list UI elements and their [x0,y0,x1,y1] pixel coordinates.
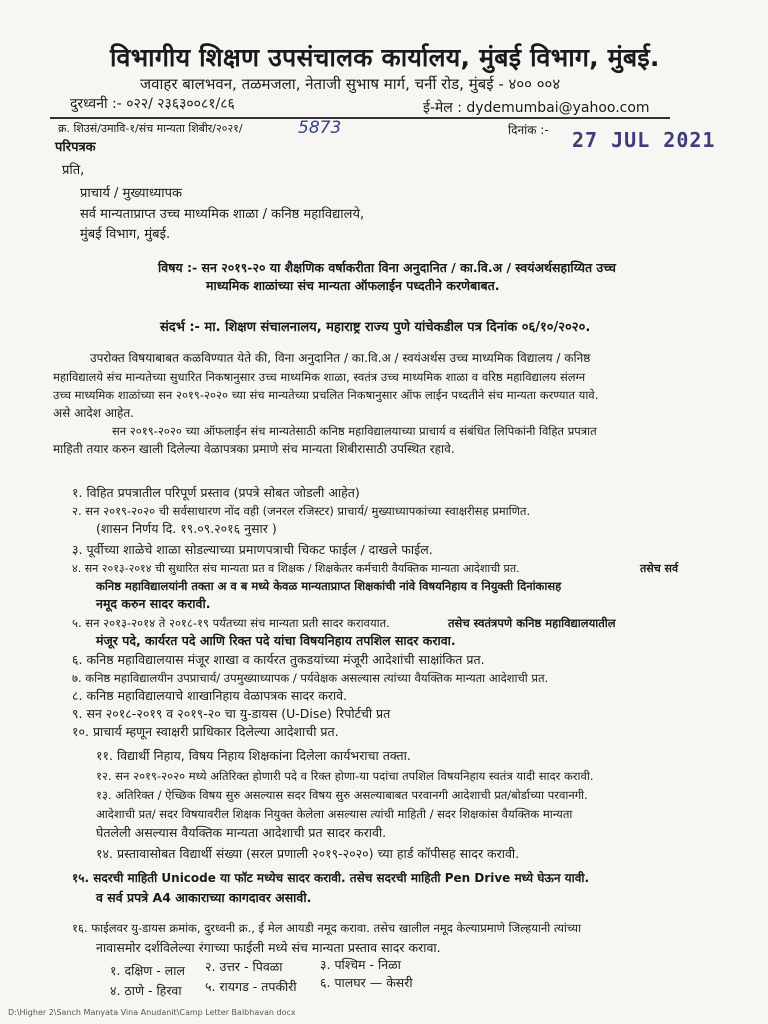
district-color: ६. पालघर — केसरी [320,975,413,990]
reference-number-handwritten: 5873 [298,118,342,138]
list-item: मंजूर पदे, कार्यरत पदे आणि रिक्त पदे यांचा विषयनिहाय तपशिल सादर करावा. [96,633,456,648]
list-item: ३. पूर्वीच्या शाळेचे शाळा सोडल्याच्या प्रमाणपत्राची चिकट फाईल / दाखले फाईल. [72,542,433,557]
list-item: व सर्व प्रपत्रे A4 आकाराच्या कागदावर असावी. [96,890,312,905]
list-item: २. सन २०१९-२०२० ची सर्वसाधारण नोंद वही (जनरल रजिस्टर) प्राचार्य/ मुख्याध्यापकांच्या स्वाक्षरीसह प्रमाणित. [72,504,531,518]
subject-line: माध्यमिक शाळांच्या संच मान्यता ऑफलाईन पध्दतीने करणेबाबत. [206,278,500,293]
reference-line: संदर्भ :- मा. शिक्षण संचालनालय, महाराष्ट्र राज्य पुणे यांचेकडील पत्र दिनांक ०६/१०/२०२०. [160,320,591,335]
paragraph-line: उच्च माध्यमिक शाळांच्या सन २०१९-२०२० च्या संच मान्यतेच्या प्रचलित निकषानुसार ऑफ लाईन पध्दतीने संच मान्यता करण्यात यावे. [53,388,599,402]
list-item: १६. फाईलवर यु-डायस क्रमांक, दुरध्वनी क्र., ई मेल आयडी नमूद करावा. तसेच खालील नमूद केल्याप्रमाणे जिल्हयानी त्यांच्या [72,921,582,935]
paragraph-line: सन २०१९-२०२० च्या ऑफलाईन संच मान्यतेसाठी कनिष्ठ महाविद्यालयाच्या प्राचार्य व संबंधित लिपिकांनी विहित प्रपत्रात [112,424,597,438]
circular-heading: परिपत्रक [55,140,96,155]
list-item: ७. कनिष्ठ महाविद्यालयीन उपप्राचार्य/ उपमुख्याध्यापक / पर्यवेक्षक असल्यास त्यांच्या वैयक्तिक मान्यता आदेशाची प्रत. [72,671,549,685]
office-email: ई-मेल : dydemumbai@yahoo.com [423,100,650,116]
subject-line: विषय :- सन २०१९-२० या शैक्षणिक वर्षाकरीता विना अनुदानित / का.वि.अ / स्वयंअर्थसहाय्यित उच्च [158,260,616,275]
list-item: ६. कनिष्ठ महाविद्यालयास मंजूर शाखा व कार्यरत तुकडयांच्या मंजूरी आदेशांची साक्षांकित प्रत. [72,652,485,667]
list-item: ११. विद्यार्थी निहाय, विषय निहाय शिक्षकांना दिलेला कार्यभराचा तक्ता. [96,748,411,763]
office-phone: दुरध्वनी :- ०२२/ २३६३००८१/८६ [70,96,235,112]
list-item: ८. कनिष्ठ महाविद्यालयाचे शाखानिहाय वेळापत्रक सादर करावे. [72,688,348,703]
list-item: कनिष्ठ महाविद्यालयांनी तक्ता अ व ब मध्ये केवळ मान्यताप्राप्त शिक्षकांची नांवे विषयनिहाय व नियुक्ती दिनांकासह [96,579,562,593]
list-item: तसेच स्वतंत्रपणे कनिष्ठ महाविद्यालयातील [448,616,616,630]
list-item: नावासमोर दर्शविलेल्या रंगाच्या फाईली मध्ये संच मान्यता प्रस्ताव सादर करावा. [96,940,441,955]
district-color: १. दक्षिण - लाल [110,963,185,978]
list-item: ५. सन २०१३-२०१४ ते २०१८-१९ पर्यंतच्या संच मान्यता प्रती सादर करावयात. [72,616,390,630]
paragraph-line: असे आदेश आहेत. [53,406,134,420]
list-item: ४. सन २०१३-२०१४ ची सुधारित संच मान्यता प्रत व शिक्षक / शिक्षकेतर कर्मचारी वैयक्तिक मान्यता आदेशाची प्रत. [72,562,520,575]
addressee-line: सर्व मान्यताप्राप्त उच्च माध्यमिक शाळा / कनिष्ठ महाविद्यालये, [80,207,365,222]
paragraph-line: उपरोक्त विषयाबाबत कळविण्यात येते की, विना अनुदानित / का.वि.अ / स्वयंअर्थस उच्च माध्यमिक विद्यालय / कनिष्ठ [90,351,591,365]
district-color: ५. रायगड - तपकीरी [205,979,297,994]
office-address: जवाहर बालभवन, तळमजला, नेताजी सुभाष मार्ग, चर्नी रोड, मुंबई - ४०० ००४ [140,75,561,93]
list-item: १. विहित प्रपत्रातील परिपूर्ण प्रस्ताव (प्रपत्रे सोबत जोडली आहेत) [72,485,360,500]
addressee-line: मुंबई विभाग, मुंबई. [80,227,171,242]
district-color: २. उत्तर - पिवळा [205,959,283,974]
date-label: दिनांक :- [508,123,549,137]
list-item: १२. सन २०१९-२०२० मध्ये अतिरिक्त होणारी पदे व रिक्त होणा-या पदांचा तपशिल विषयनिहाय स्वतंत्र यादी सादर करावी. [96,769,594,783]
list-item: घेतलेली असल्यास वैयक्तिक मान्यता आदेशाची प्रत सादर करावी. [96,825,387,840]
date-stamp: 27 JUL 2021 [572,128,716,152]
list-item: (शासन निर्णय दि. १९.०९.२०१६ नुसार ) [96,521,277,536]
list-item: नमूद करुन सादर करावी. [96,596,211,611]
header-divider [50,117,670,119]
footer-file-path: D:\Higher 2\Sanch Manyata Vina Anudanit\Camp Letter Balbhavan docx [8,1008,296,1017]
list-item: १०. प्राचार्य म्हणून स्वाक्षरी प्राधिकार दिलेल्या आदेशाची प्रत. [72,724,339,739]
addressee-line: प्राचार्य / मुख्याध्यापक [80,186,183,201]
district-color: ४. ठाणे - हिरवा [110,983,182,998]
list-item: १३. अतिरिक्त / ऐच्छिक विषय सुरु असल्यास सदर विषय सुरु असल्याबाबत परवानगी आदेशाची प्रत/बोर्डाच्या परवानगी. [96,788,588,802]
district-color: ३. पश्चिम - निळा [320,957,401,972]
to-label: प्रति, [62,163,85,178]
list-item: १४. प्रस्तावासोबत विद्यार्थी संख्या (सरल प्रणाली २०१९-२०२०) च्या हार्ड कॉपीसह सादर करावी. [96,846,520,861]
reference-number: क्र. शिउसं/उमावि-१/संच मान्यता शिबीर/२०२१/ [58,122,243,135]
list-item: १५. सदरची माहिती Unicode या फॉट मध्येच सादर करावी. तसेच सदरची माहिती Pen Drive मध्ये घेऊन यावी. [72,871,590,885]
paragraph-line: महाविद्यालये संच मान्यतेच्या सुधारित निकषानुसार उच्च माध्यमिक शाळा, स्वतंत्र उच्च माध्यमिक शाळा व वरिष्ठ महाविद्यालय संलग्न [53,370,586,384]
paragraph-line: माहिती तयार करुन खाली दिलेल्या वेळापत्रका प्रमाणे संच मान्यता शिबीरासाठी उपस्थित रहावे. [53,442,455,456]
list-item: आदेशाची प्रत/ सदर विषयावरील शिक्षक नियुक्त केलेला असल्यास त्यांची माहिती / सदर शिक्षकांस वैयक्तिक मान्यता [96,807,573,821]
office-title: विभागीय शिक्षण उपसंचालक कार्यालय, मुंबई विभाग, मुंबई. [110,43,660,72]
list-item: तसेच सर्व [640,562,679,575]
list-item: ९. सन २०१८-२०१९ व २०१९-२० चा यु-डायस (U-Dise) रिपोर्टची प्रत [72,706,391,721]
